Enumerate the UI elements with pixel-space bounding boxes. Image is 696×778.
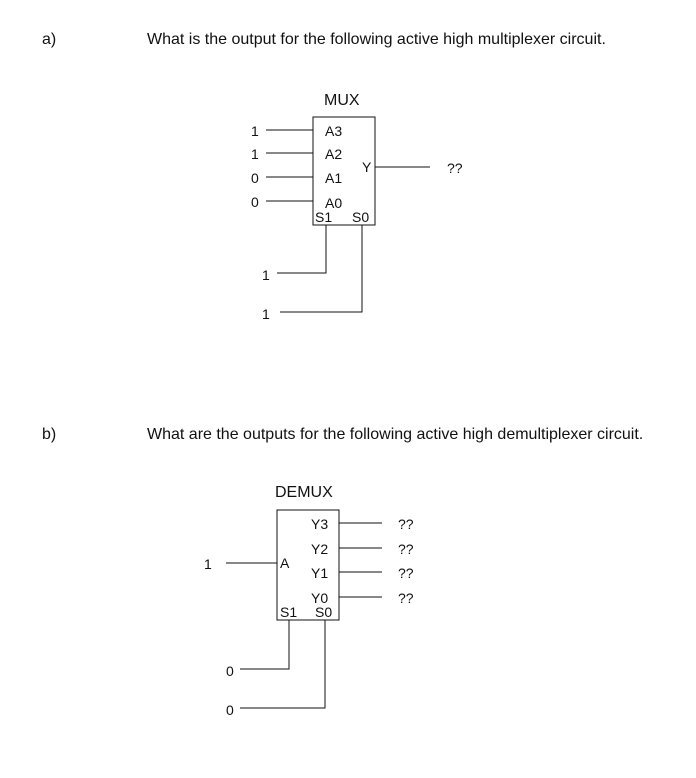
mux-pin-s1: S1 (315, 209, 333, 225)
mux-output-value: ?? (447, 160, 463, 176)
mux-wire-s1 (277, 225, 326, 273)
demux-select-value-s1: 0 (226, 663, 234, 679)
demux-pin-y2: Y2 (311, 541, 329, 557)
demux-wire-s1 (240, 620, 289, 669)
demux-pin-s0: S0 (315, 604, 333, 620)
mux-input-value-a0: 0 (251, 194, 259, 210)
demux-pin-y1: Y1 (311, 565, 329, 581)
demux-input-value-a: 1 (204, 556, 212, 572)
mux-pin-s0: S0 (352, 209, 370, 225)
part-b-label: b) (42, 426, 57, 443)
demux-pin-y0: Y0 (311, 590, 329, 606)
mux-wire-s0 (280, 225, 362, 312)
mux-title: MUX (324, 92, 360, 109)
mux-input-value-a1: 0 (251, 170, 259, 186)
demux-wire-s0 (240, 620, 325, 708)
mux-pin-a1: A1 (325, 170, 343, 186)
demux-output-value-y0: ?? (398, 590, 414, 606)
demux-output-value-y3: ?? (398, 516, 414, 532)
mux-input-value-a2: 1 (251, 146, 259, 162)
mux-pin-a0: A0 (325, 195, 343, 211)
mux-input-value-a3: 1 (251, 123, 259, 139)
demux-pin-y3: Y3 (311, 516, 329, 532)
mux-pin-a2: A2 (325, 146, 343, 162)
mux-select-value-s1: 1 (262, 267, 270, 283)
part-b-question: What are the outputs for the following active high demultiplexer circuit. (147, 426, 644, 443)
demux-title: DEMUX (275, 484, 333, 501)
part-a-label: a) (42, 31, 57, 48)
demux-output-value-y2: ?? (398, 541, 414, 557)
demux-output-value-y1: ?? (398, 565, 414, 581)
demux-pin-s1: S1 (280, 604, 298, 620)
mux-pin-a3: A3 (325, 123, 343, 139)
demux-select-value-s0: 0 (226, 702, 234, 718)
mux-select-value-s0: 1 (262, 306, 270, 322)
mux-pin-y: Y (362, 159, 372, 175)
part-a-question: What is the output for the following active high multiplexer circuit. (147, 31, 606, 48)
demux-pin-a: A (280, 555, 290, 571)
